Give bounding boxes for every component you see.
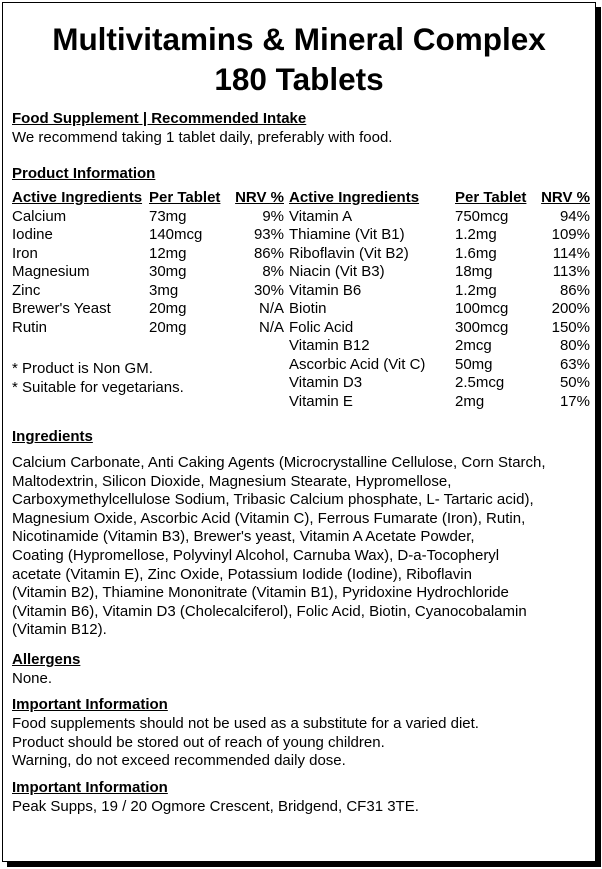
ingredients-line: acetate (Vitamin E), Zinc Oxide, Potassium Iodide (Iodine), Riboflavin [12,565,472,583]
note-non-gm: * Product is Non GM. [12,360,153,377]
intake-text: We recommend taking 1 tablet daily, preferably with food. [12,128,393,146]
ingredient-amount: 1.2mg [455,281,497,299]
product-title [3,19,595,99]
ingredient-name: Vitamin B12 [289,337,370,354]
ingredient-name: Iron [12,244,38,262]
column-header-ingredient: Active Ingredients [12,189,143,206]
important-info-heading: Important Information [12,696,168,713]
ingredient-name: Niacin (Vit B3) [289,263,385,280]
note-vegetarian: * Suitable for vegetarians. [12,378,184,396]
ingredients-line: (Vitamin B2), Thiamine Mononitrate (Vitamin B1), Pyridoxine Hydrochloride [12,584,509,602]
ingredient-amount: 73mg [149,207,187,225]
ingredient-nrv: 109% [551,226,590,243]
ingredient-amount: 300mcg [455,318,509,336]
ingredient-nrv: 86% [559,281,590,299]
ingredient-amount: 50mg [455,355,493,373]
column-header-per-tablet: Per Tablet [455,189,527,206]
ingredient-name: Zinc [12,281,41,299]
ingredient-name: Biotin [289,300,327,317]
ingredient-amount: 2mg [455,392,485,410]
company-address: Peak Supps, 19 / 20 Ogmore Crescent, Bridgend, CF31 3TE. [12,798,419,815]
ingredient-nrv: 86% [253,244,284,262]
right-amount-column [455,189,526,411]
title-line-1: Multivitamins & Mineral Complex [52,21,546,57]
ingredient-name: Brewer's Yeast [12,300,111,317]
left-nrv-column [230,189,284,337]
company-info-heading: Important Information [12,779,168,796]
ingredient-amount: 2mcg [455,337,492,354]
intake-section [12,110,595,184]
ingredient-name: Vitamin B6 [289,281,362,299]
ingredient-nrv: 30% [253,281,284,299]
ingredient-amount: 20mg [149,300,187,317]
ingredient-nrv: 94% [559,207,590,225]
ingredient-amount: 140mcg [149,226,203,243]
column-header-ingredient: Active Ingredients [289,189,420,206]
ingredient-amount: 30mg [149,263,187,280]
ingredients-line: Magnesium Oxide, Ascorbic Acid (Vitamin C), Ferrous Fumarate (Iron), Rutin, [12,509,526,527]
important-info-text [12,715,479,771]
ingredients-line: Maltodextrin, Silicon Dioxide, Magnesium Stearate, Hypromellose, [12,472,452,490]
left-amount-column [149,189,220,337]
supplement-label [2,2,596,862]
ingredient-name: Iodine [12,226,53,243]
important-info-line: Warning, do not exceed recommended daily dose. [12,752,346,769]
ingredient-nrv: 50% [559,374,590,391]
important-info-line: Food supplements should not be used as a substitute for a varied diet. [12,715,479,732]
column-header-nrv: NRV % [235,189,284,206]
ingredient-nrv: N/A [258,318,284,336]
product-notes [12,360,184,397]
ingredient-nrv: 80% [559,337,590,354]
right-nrv-column [534,189,590,411]
ingredient-amount: 20mg [149,318,187,336]
ingredient-amount: 3mg [149,281,179,299]
ingredient-amount: 100mcg [455,300,509,317]
ingredient-nrv: 9% [262,207,284,225]
ingredients-line: Calcium Carbonate, Anti Caking Agents (Microcrystalline Cellulose, Corn Starch, [12,454,546,471]
ingredients-line: Carboxymethylcellulose Sodium, Tribasic Calcium phosphate, L- Tartaric acid), [12,491,534,509]
ingredient-amount: 18mg [455,263,493,280]
ingredient-nrv: 63% [559,355,590,373]
ingredient-nrv: 8% [262,263,284,280]
allergens-text: None. [12,670,53,687]
ingredient-amount: 1.2mg [455,226,497,243]
product-info-heading: Product Information [12,165,156,182]
ingredient-amount: 2.5mcg [455,374,505,391]
ingredient-name: Vitamin A [289,207,353,225]
title-line-2: 180 Tablets [214,61,384,97]
ingredient-nrv: 150% [551,318,590,336]
column-header-nrv: NRV % [541,189,590,206]
ingredient-nrv: N/A [258,300,284,317]
ingredient-name: Folic Acid [289,318,354,336]
ingredient-name: Ascorbic Acid (Vit C) [289,355,426,373]
ingredients-line: (Vitamin B12). [12,621,107,639]
allergens-heading: Allergens [12,651,81,668]
ingredient-name: Rutin [12,318,48,336]
ingredient-nrv: 114% [552,244,590,262]
ingredient-name: Vitamin D3 [289,374,363,391]
ingredient-amount: 750mcg [455,207,509,225]
column-header-per-tablet: Per Tablet [149,189,221,206]
ingredient-nrv: 93% [253,226,284,243]
ingredient-nrv: 17% [559,392,590,410]
ingredient-name: Riboflavin (Vit B2) [289,244,409,262]
ingredient-name: Magnesium [12,263,90,280]
important-info-line: Product should be stored out of reach of young children. [12,733,385,751]
ingredients-line: (Vitamin B6), Vitamin D3 (Cholecalciferol), Folic Acid, Biotin, Cyanocobalamin [12,602,527,620]
ingredients-text [12,454,596,640]
right-ingredient-column [289,189,425,411]
ingredients-line: Nicotinamide (Vitamin B3), Brewer's yeast, Vitamin A Acetate Powder, [12,528,475,546]
ingredients-line: Coating (Hypromellose, Polyvinyl Alcohol, Carnuba Wax), D-a-Tocopheryl [12,546,500,564]
ingredient-amount: 1.6mg [455,244,497,262]
ingredient-amount: 12mg [149,244,187,262]
ingredient-name: Calcium [12,207,67,225]
ingredient-name: Vitamin E [289,392,353,410]
left-ingredient-column [12,189,142,337]
ingredient-name: Thiamine (Vit B1) [289,226,405,243]
intake-heading: Food Supplement | Recommended Intake [12,110,307,127]
ingredient-nrv: 113% [552,263,590,280]
ingredient-nrv: 200% [551,300,590,317]
ingredients-heading: Ingredients [12,428,93,445]
